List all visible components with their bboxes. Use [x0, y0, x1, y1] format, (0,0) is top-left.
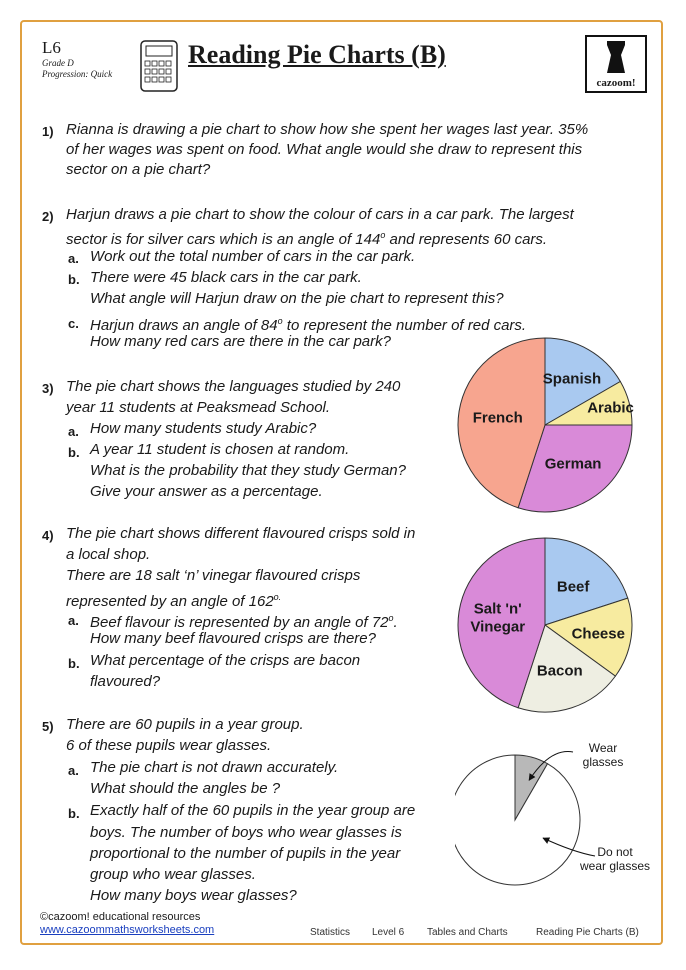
- part-label: b.: [68, 656, 80, 671]
- part-label: a.: [68, 251, 79, 266]
- part-text: group who wear glasses.: [90, 866, 256, 883]
- part-text: Exactly half of the 60 pupils in the year group are: [90, 802, 416, 819]
- part-label: a.: [68, 763, 79, 778]
- part-text: flavoured?: [90, 673, 161, 690]
- question-number: 3): [42, 381, 54, 396]
- part-label: b.: [68, 806, 80, 821]
- part-text: What angle will Harjun draw on the pie chart to represent this?: [90, 290, 504, 307]
- part-text: boys. The number of boys who wear glasses is: [90, 824, 402, 841]
- breadcrumb-item: Tables and Charts: [427, 927, 508, 938]
- callout-label: glasses: [582, 755, 624, 769]
- logo-text: cazoom!: [596, 77, 636, 89]
- copyright-text: ©cazoom! educational resources: [40, 911, 201, 923]
- callout-label: wear glasses: [579, 859, 651, 873]
- calculator-icon: [140, 40, 178, 92]
- part-text: Work out the total number of cars in the car park.: [90, 248, 416, 265]
- question-text: 6 of these pupils wear glasses.: [66, 737, 272, 754]
- question-text: sector is for silver cars which is an angle of 144$^o$ and represents 60 cars.: [66, 230, 548, 248]
- part-text: Beef flavour is represented by an angle of 72$^o$.: [90, 613, 398, 631]
- question-text: Rianna is drawing a pie chart to show how she spent her wages last year. 35%: [66, 121, 589, 138]
- breadcrumb-item: Level 6: [372, 927, 405, 938]
- page-title: Reading Pie Charts (B): [188, 40, 446, 69]
- question-number: 4): [42, 528, 54, 543]
- part-label: b.: [68, 272, 80, 287]
- part-label: a.: [68, 424, 79, 439]
- question-text: The pie chart shows different flavoured crisps sold in: [66, 525, 416, 542]
- question-number: 5): [42, 719, 54, 734]
- callout-label: Wear: [588, 741, 618, 755]
- slice-label: Vinegar: [470, 618, 526, 636]
- languages-pie-chart: [455, 335, 641, 515]
- slice-label: Arabic: [587, 399, 634, 417]
- website-link[interactable]: www.cazoommathsworksheets.com: [40, 924, 215, 936]
- part-text: What is the probability that they study German?: [90, 462, 406, 479]
- grade-label: Grade D: [42, 58, 74, 68]
- question-text: sector on a pie chart?: [66, 161, 211, 178]
- question-text: There are 18 salt ‘n’ vinegar flavoured crisps: [66, 567, 361, 584]
- slice-label: Cheese: [571, 625, 625, 643]
- question-text: a local shop.: [66, 546, 151, 563]
- slice-label: German: [544, 455, 602, 473]
- slice-label: Salt 'n': [473, 600, 522, 618]
- slice-label: Beef: [556, 578, 590, 596]
- part-text: proportional to the number of pupils in the year: [90, 845, 401, 862]
- slice-label: French: [472, 409, 523, 427]
- part-label: a.: [68, 613, 79, 628]
- question-text: The pie chart shows the languages studied by 240: [66, 378, 401, 395]
- part-text: How many beef flavoured crisps are there?: [90, 630, 376, 647]
- slice-label: Spanish: [542, 370, 602, 388]
- part-text: How many boys wear glasses?: [90, 887, 297, 904]
- part-label: c.: [68, 316, 79, 331]
- question-text: There are 60 pupils in a year group.: [66, 716, 304, 733]
- glasses-pie-chart: [455, 738, 660, 913]
- part-text: Give your answer as a percentage.: [90, 483, 323, 500]
- level-label: L6: [42, 38, 61, 57]
- question-text: Harjun draws a pie chart to show the colour of cars in a car park. The largest: [66, 206, 574, 223]
- slice-label: Bacon: [536, 662, 583, 680]
- question-text: year 11 students at Peaksmead School.: [66, 399, 331, 416]
- breadcrumb-item: Statistics: [310, 927, 351, 938]
- part-text: There were 45 black cars in the car park.: [90, 269, 362, 286]
- question-number: 1): [42, 124, 54, 139]
- logo-figure-icon: [587, 37, 645, 77]
- breadcrumb-item: Reading Pie Charts (B): [536, 927, 639, 938]
- question-text: of her wages was spent on food. What angle would she draw to represent this: [66, 141, 583, 158]
- question-text: represented by an angle of $162^{o.}$: [66, 592, 282, 610]
- callout-label: Do not: [597, 845, 633, 859]
- part-text: How many students study Arabic?: [90, 420, 317, 437]
- part-text: How many red cars are there in the car park?: [90, 333, 391, 350]
- progression-label: Progression: Quick: [42, 69, 113, 79]
- part-text: The pie chart is not drawn accurately.: [90, 759, 339, 776]
- part-text: What percentage of the crisps are bacon: [90, 652, 361, 669]
- cazoom-logo: [585, 35, 647, 93]
- question-number: 2): [42, 209, 54, 224]
- part-label: b.: [68, 445, 80, 460]
- crisps-pie-chart: [455, 535, 641, 715]
- part-text: Harjun draws an angle of 84$^o$ to represent the number of red cars.: [90, 316, 527, 334]
- part-text: What should the angles be ?: [90, 780, 281, 797]
- part-text: A year 11 student is chosen at random.: [90, 441, 350, 458]
